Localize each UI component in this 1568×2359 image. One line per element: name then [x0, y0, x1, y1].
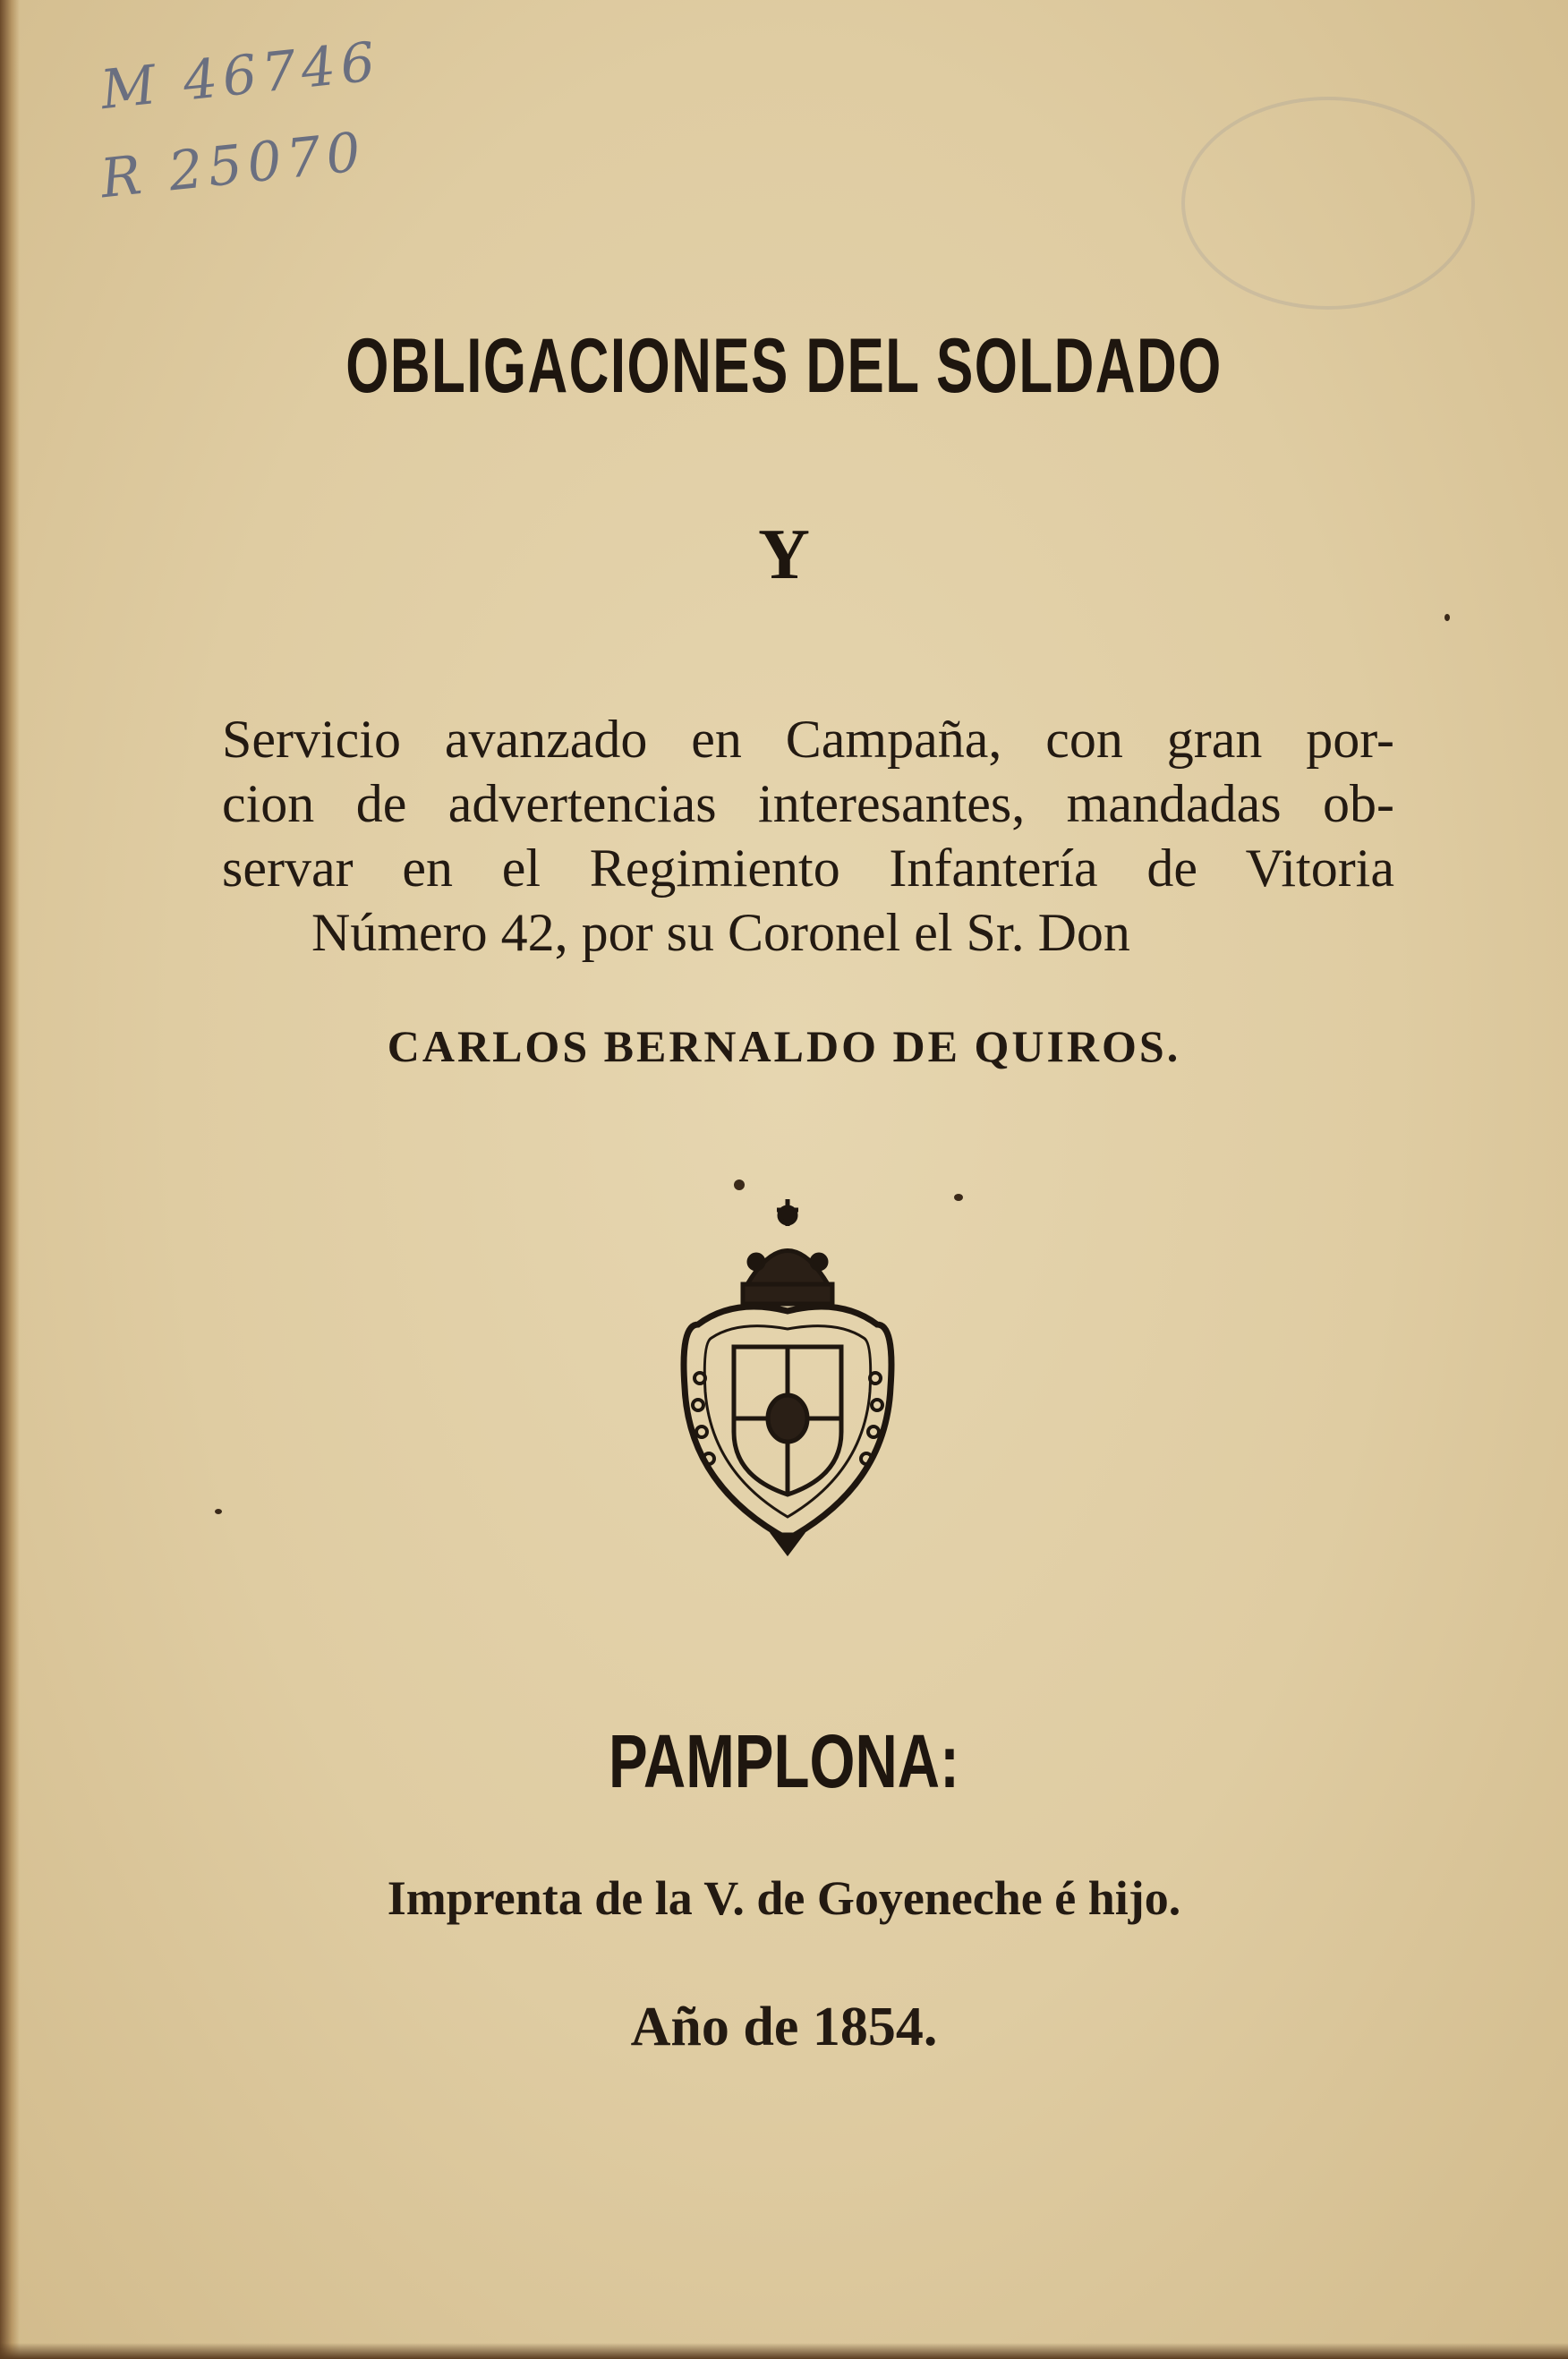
subtitle-description — [222, 707, 1394, 965]
colonel-name: CARLOS BERNALDO DE QUIROS. — [387, 1021, 1181, 1071]
description-line: Número 42, por su Coronel el Sr. Don — [311, 903, 1130, 962]
description-line: cion de advertencias interesantes, mandadas ob- — [222, 774, 1394, 833]
ink-speck — [734, 1180, 745, 1190]
book-title: OBLIGACIONES DEL SOLDADO — [345, 323, 1223, 409]
page-edge-bottom — [0, 2343, 1568, 2359]
ink-speck — [215, 1509, 222, 1514]
shelfmark-line-2: R 25070 — [98, 120, 369, 211]
imprint-printer: Imprenta de la V. de Goyeneche é hijo. — [387, 1871, 1181, 1925]
description-line: Servicio avanzado en Campaña, con gran por- — [222, 710, 1394, 769]
imprint-year: Año de 1854. — [630, 1997, 938, 2057]
shelfmark-line-1: M 46746 — [98, 30, 384, 123]
ink-speck — [1444, 614, 1450, 621]
title-conjunction: Y — [758, 515, 810, 594]
royal-coat-of-arms-icon — [662, 1190, 913, 1557]
ink-speck — [954, 1194, 963, 1201]
imprint-city: PAMPLONA: — [609, 1719, 959, 1803]
description-line: servar en el Regimiento Infantería de Vitoria — [222, 839, 1394, 898]
library-stamp — [1181, 97, 1475, 310]
